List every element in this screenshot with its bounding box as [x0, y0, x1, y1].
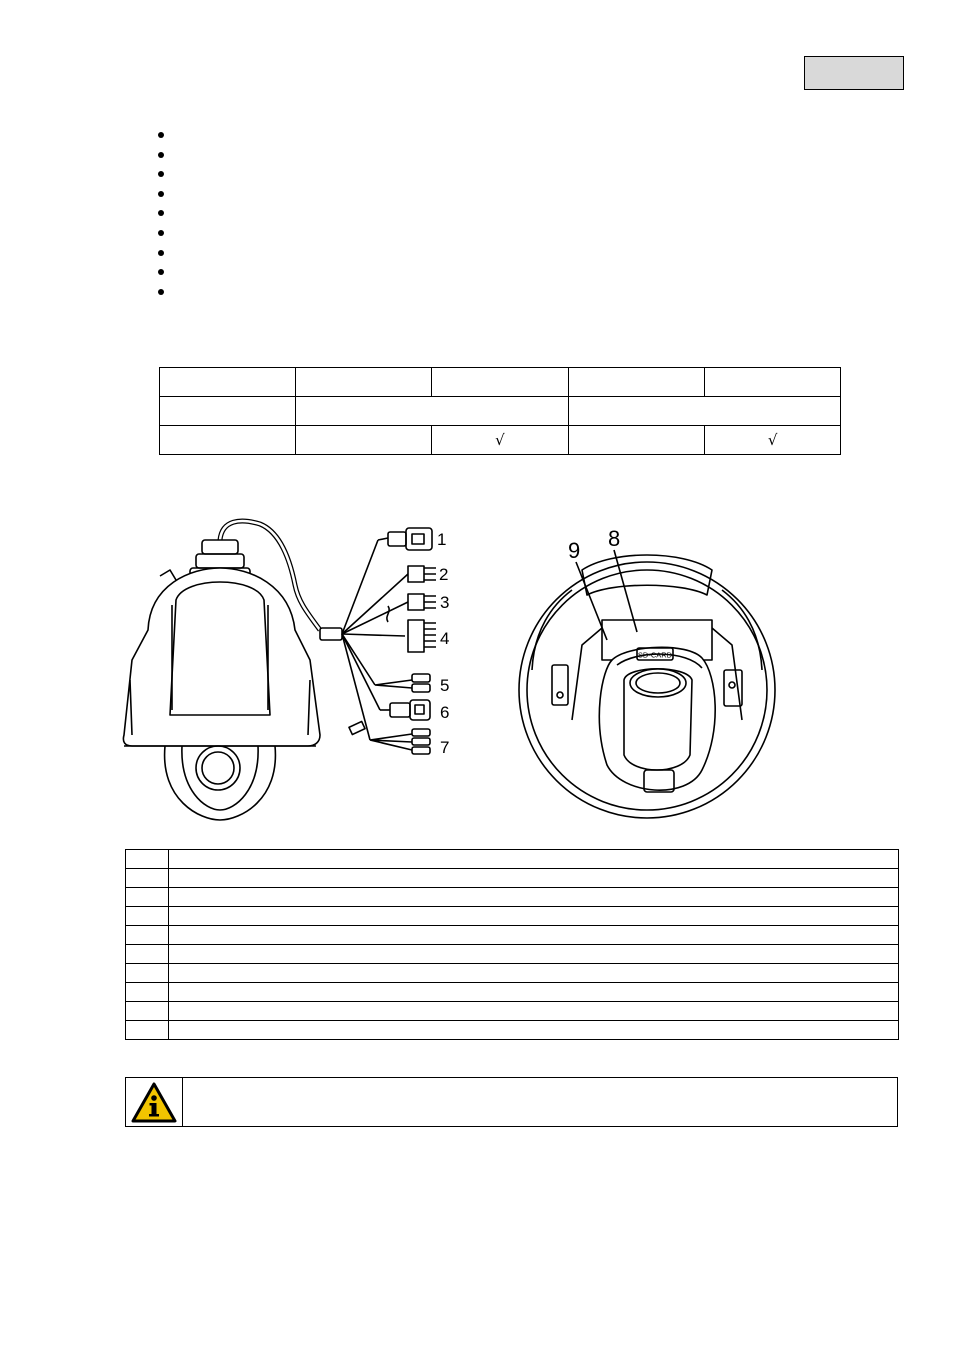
table-row	[126, 850, 899, 869]
table-row	[126, 926, 899, 945]
model-compare-table	[159, 367, 841, 455]
sd-card-label: SD-CARD	[637, 650, 673, 660]
table-cell	[126, 983, 169, 1002]
callout-label-8: 8	[608, 526, 621, 551]
table-row	[126, 1021, 899, 1040]
table-cell	[568, 397, 840, 426]
table-row	[126, 869, 899, 888]
table-cell	[705, 368, 841, 397]
table-cell	[126, 907, 169, 926]
table-cell	[126, 1002, 169, 1021]
table-cell	[169, 926, 899, 945]
table-cell	[169, 983, 899, 1002]
bullet-icon	[158, 230, 164, 236]
callout-label-6: 6	[440, 703, 450, 722]
table-cell	[160, 426, 296, 455]
bullet-icon	[158, 132, 164, 138]
bullet-icon	[158, 171, 164, 177]
table-row	[126, 888, 899, 907]
table-cell	[169, 869, 899, 888]
table-cell	[126, 964, 169, 983]
table-cell	[295, 426, 432, 455]
table-cell	[169, 1002, 899, 1021]
callout-label-3: 3	[440, 593, 450, 612]
info-warning-icon	[126, 1078, 182, 1126]
table-row	[160, 426, 841, 455]
table-row	[126, 983, 899, 1002]
parts-legend-table	[125, 849, 899, 1040]
info-note-box	[125, 1077, 898, 1127]
table-cell	[160, 368, 296, 397]
camera-side-drawing	[120, 510, 460, 830]
table-row	[160, 368, 841, 397]
bullet-icon	[158, 210, 164, 216]
bullet-icon	[158, 250, 164, 256]
table-cell	[126, 888, 169, 907]
table-row	[126, 945, 899, 964]
callout-label-9: 9	[568, 538, 581, 563]
table-cell	[169, 1021, 899, 1040]
callout-label-7: 7	[440, 738, 450, 757]
language-tab	[804, 56, 904, 90]
table-cell	[126, 869, 169, 888]
table-cell	[169, 850, 899, 869]
table-cell	[295, 368, 432, 397]
callout-label-5: 5	[440, 676, 450, 695]
table-cell	[568, 426, 705, 455]
bullet-icon	[158, 289, 164, 295]
callout-label-4: 4	[440, 629, 450, 648]
camera-interior-drawing	[512, 520, 782, 825]
check-cell: √	[432, 426, 569, 455]
table-cell	[432, 368, 569, 397]
table-cell	[160, 397, 296, 426]
table-cell	[126, 850, 169, 869]
callout-label-2: 2	[439, 565, 449, 584]
callout-label-1: 1	[437, 530, 447, 549]
bullet-icon	[158, 152, 164, 158]
table-cell	[295, 397, 568, 426]
table-row	[126, 1002, 899, 1021]
bullet-icon	[158, 191, 164, 197]
table-cell	[169, 945, 899, 964]
table-cell	[568, 368, 705, 397]
table-cell	[126, 926, 169, 945]
table-cell	[169, 888, 899, 907]
table-row	[126, 964, 899, 983]
check-cell: √	[705, 426, 841, 455]
table-row	[160, 397, 841, 426]
table-cell	[169, 907, 899, 926]
note-icon-cell	[126, 1078, 183, 1126]
table-row	[126, 907, 899, 926]
table-cell	[169, 964, 899, 983]
table-cell	[126, 1021, 169, 1040]
bullet-icon	[158, 269, 164, 275]
table-cell	[126, 945, 169, 964]
